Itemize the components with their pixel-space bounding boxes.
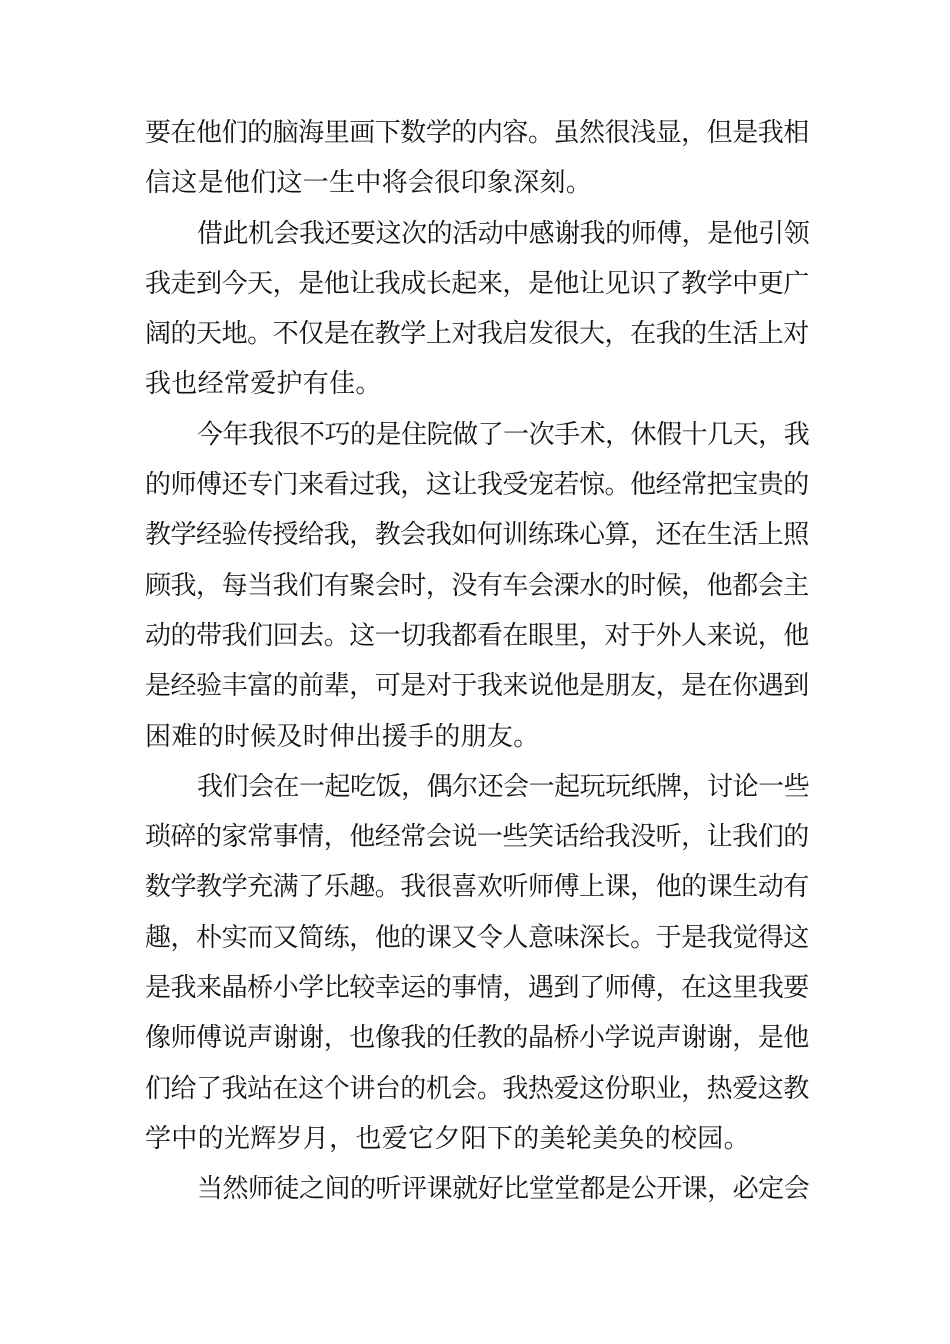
text-line: 趣，朴实而又简练，他的课又令人意味深长。于是我觉得这 [145,922,809,953]
text-line: 学中的光辉岁月，也爱它夕阳下的美轮美奂的校园。 [145,1123,750,1154]
text-line: 们给了我站在这个讲台的机会。我热爱这份职业，热爱这教 [145,1073,809,1104]
text-line: 今年我很不巧的是住院做了一次手术，休假十几天，我 [197,419,810,450]
text-line: 是经验丰富的前辈，可是对于我来说他是朋友，是在你遇到 [145,671,809,702]
body-text [145,108,809,1215]
text-line: 我走到今天，是他让我成长起来，是他让见识了教学中更广 [145,268,809,299]
text-line: 阔的天地。不仅是在教学上对我启发很大，在我的生活上对 [145,319,809,350]
text-line: 琐碎的家常事情，他经常会说一些笑话给我没听，让我们的 [145,822,809,853]
text-line: 数学教学充满了乐趣。我很喜欢听师傅上课，他的课生动有 [145,872,809,903]
text-line: 像师傅说声谢谢，也像我的任教的晶桥小学说声谢谢，是他 [145,1023,809,1054]
text-line: 要在他们的脑海里画下数学的内容。虽然很浅显，但是我相 [145,118,809,148]
text-line: 顾我，每当我们有聚会时，没有车会溧水的时候，他都会主 [145,570,809,601]
text-line: 教学经验传授给我，教会我如何训练珠心算，还在生活上照 [145,520,809,551]
text-line: 动的带我们回去。这一切我都看在眼里，对于外人来说，他 [145,620,809,651]
text-line: 我们会在一起吃饭，偶尔还会一起玩玩纸牌，讨论一些 [197,771,810,802]
text-line: 困难的时候及时伸出援手的朋友。 [145,721,540,752]
text-line: 我也经常爱护有佳。 [145,369,382,400]
text-line: 信这是他们这一生中将会很印象深刻。 [145,168,593,199]
text-line: 当然师徒之间的听评课就好比堂堂都是公开课，必定会 [197,1174,810,1205]
text-line: 的师傅还专门来看过我，这让我受宠若惊。他经常把宝贵的 [145,470,809,501]
text-line: 借此机会我还要这次的活动中感谢我的师傅，是他引领 [197,218,810,249]
text-line: 是我来晶桥小学比较幸运的事情，遇到了师傅，在这里我要 [145,973,809,1004]
